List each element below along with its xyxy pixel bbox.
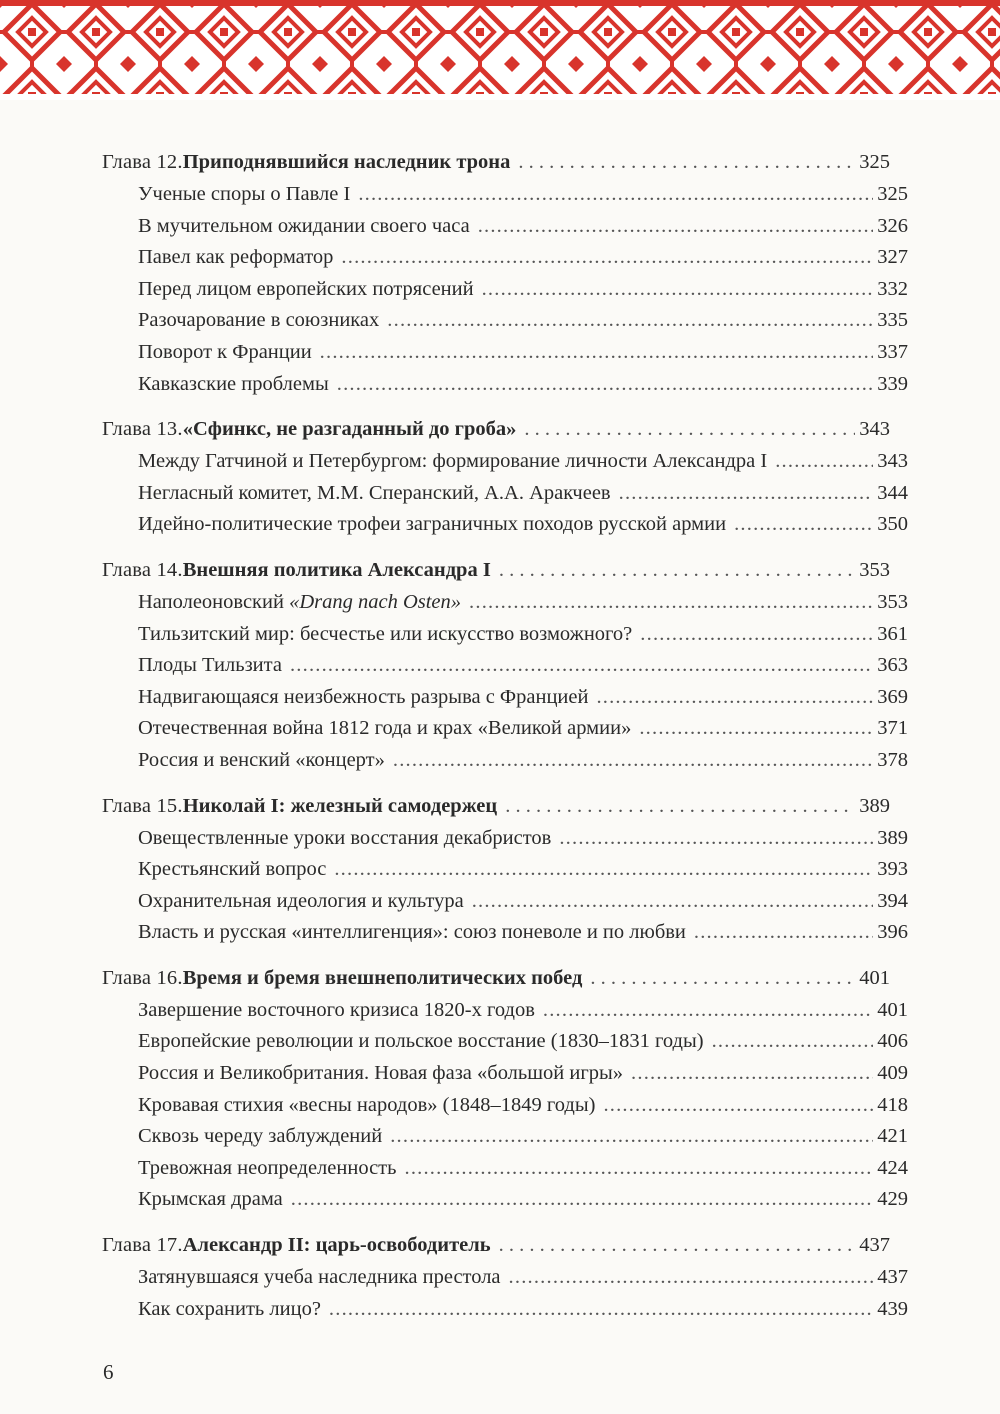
toc-section-row[interactable] xyxy=(0,369,1000,401)
dot-leader xyxy=(472,886,874,918)
section-page: 439 xyxy=(877,1297,908,1320)
section-title: Поворот к Франции xyxy=(138,340,312,363)
dot-leader xyxy=(524,412,855,446)
dot-leader xyxy=(334,854,873,886)
toc-section-row[interactable] xyxy=(0,509,1000,541)
section-page: 350 xyxy=(877,513,908,536)
toc-section-row[interactable] xyxy=(0,274,1000,306)
toc-section-row[interactable] xyxy=(0,1058,1000,1090)
toc-section-row[interactable] xyxy=(0,446,1000,478)
toc-section-row[interactable] xyxy=(0,745,1000,777)
toc-section-row[interactable] xyxy=(0,242,1000,274)
dot-leader xyxy=(590,961,855,995)
section-page: 361 xyxy=(877,622,908,645)
section-title: Наполеоновский «Drang nach Osten» xyxy=(138,590,462,613)
section-page: 389 xyxy=(877,826,908,849)
section-title: Крымская драма xyxy=(138,1188,283,1211)
section-page: 339 xyxy=(877,372,908,395)
toc-section-row[interactable] xyxy=(0,587,1000,619)
section-title: Кавказские проблемы xyxy=(138,372,329,395)
dot-leader xyxy=(291,1184,873,1216)
dot-leader xyxy=(478,211,874,243)
section-page: 409 xyxy=(877,1062,908,1085)
section-page: 327 xyxy=(877,246,908,269)
section-page: 363 xyxy=(877,654,908,677)
section-page: 396 xyxy=(877,921,908,944)
section-page: 344 xyxy=(877,481,908,504)
chapter-page: 389 xyxy=(859,794,890,817)
section-title: Отечественная война 1812 года и крах «Великой армии» xyxy=(138,717,632,740)
section-page: 401 xyxy=(877,998,908,1021)
section-page: 437 xyxy=(877,1266,908,1289)
section-page: 335 xyxy=(877,309,908,332)
dot-leader xyxy=(405,1153,874,1185)
section-page: 394 xyxy=(877,889,908,912)
section-title: Кровавая стихия «весны народов» (1848–1849 годы) xyxy=(138,1093,596,1116)
chapter-label: Глава 16. xyxy=(102,966,183,989)
chapter-label: Глава 14. xyxy=(102,558,183,581)
section-page: 406 xyxy=(877,1030,908,1053)
toc-chapter-row[interactable] xyxy=(0,553,1000,587)
toc-section-row[interactable] xyxy=(0,179,1000,211)
dot-leader xyxy=(640,619,873,651)
dot-leader xyxy=(499,1228,856,1262)
toc-section-row[interactable] xyxy=(0,305,1000,337)
section-page: 371 xyxy=(877,717,908,740)
section-page: 369 xyxy=(877,685,908,708)
toc-section-row[interactable] xyxy=(0,917,1000,949)
page-number: 6 xyxy=(103,1360,114,1384)
section-page: 378 xyxy=(877,748,908,771)
dot-leader xyxy=(341,242,873,274)
dot-leader xyxy=(596,682,873,714)
chapter-title: Александр II: царь-освободитель xyxy=(182,1234,491,1257)
dot-leader xyxy=(499,553,855,587)
section-title: Негласный комитет, М.М. Сперанский, А.А. Аракчеев xyxy=(138,481,611,504)
toc-chapter-row[interactable] xyxy=(0,789,1000,823)
section-title: Тильзитский мир: бесчестье или искусство возможного? xyxy=(138,622,633,645)
dot-leader xyxy=(290,650,873,682)
section-title: Затянувшаяся учеба наследника престола xyxy=(138,1266,501,1289)
dot-leader xyxy=(482,274,874,306)
chapter-page: 437 xyxy=(859,1234,890,1257)
dot-leader xyxy=(712,1026,874,1058)
chapter-label: Глава 12. xyxy=(102,151,183,173)
dot-leader xyxy=(694,917,873,949)
dot-leader xyxy=(387,305,873,337)
dot-leader xyxy=(329,1294,873,1326)
section-title: Идейно-политические трофеи заграничных походов русской армии xyxy=(138,513,727,536)
toc-section-row[interactable] xyxy=(0,1262,1000,1294)
chapter-title: «Сфинкс, не разгаданный до гроба» xyxy=(182,418,517,441)
section-title: Ученые споры о Павле I xyxy=(138,183,351,205)
section-title: Разочарование в союзниках xyxy=(138,309,380,332)
section-title: Власть и русская «интеллигенция»: союз поневоле и по любви xyxy=(138,921,686,944)
section-page: 337 xyxy=(877,340,908,363)
dot-leader xyxy=(543,995,873,1027)
section-title: Россия и венский «концерт» xyxy=(138,748,385,771)
section-title: Охранительная идеология и культура xyxy=(138,889,464,912)
dot-leader xyxy=(559,823,873,855)
chapter-label: Глава 17. xyxy=(102,1234,183,1257)
toc-section-row[interactable] xyxy=(0,1090,1000,1122)
section-page: 393 xyxy=(877,858,908,881)
section-title: В мучительном ожидании своего часа xyxy=(138,214,470,237)
dot-leader xyxy=(518,145,855,179)
toc-section-row[interactable] xyxy=(0,650,1000,682)
dot-leader xyxy=(320,337,874,369)
toc-section-row[interactable] xyxy=(0,1294,1000,1326)
dot-leader xyxy=(603,1090,873,1122)
toc-chapter-row[interactable] xyxy=(0,145,1000,179)
dot-leader xyxy=(775,446,873,478)
chapter-page: 353 xyxy=(859,558,890,581)
section-title: Россия и Великобритания. Новая фаза «большой игры» xyxy=(138,1062,624,1085)
toc-section-row[interactable] xyxy=(0,886,1000,918)
toc-chapter-row[interactable] xyxy=(0,1228,1000,1262)
section-title: Между Гатчиной и Петербургом: формирование личности Александра I xyxy=(138,450,768,473)
toc-chapter-row[interactable] xyxy=(0,961,1000,995)
section-title: Тревожная неопределенность xyxy=(138,1156,397,1179)
section-title: Как сохранить лицо? xyxy=(138,1297,321,1320)
chapter-page: 401 xyxy=(859,966,890,989)
section-title: Плоды Тильзита xyxy=(138,654,282,677)
dot-leader xyxy=(469,587,873,619)
toc-section-row[interactable] xyxy=(0,995,1000,1027)
section-page: 424 xyxy=(877,1156,908,1179)
section-title: Европейские революции и польское восстание (1830–1831 годы) xyxy=(138,1030,704,1053)
section-title: Павел как реформатор xyxy=(138,246,334,269)
chapter-title: Время и бремя внешнеполитических побед xyxy=(182,966,583,989)
chapter-title: Николай I: железный самодержец xyxy=(182,794,498,817)
dot-leader xyxy=(639,713,873,745)
chapter-page: 343 xyxy=(859,418,890,441)
section-page: 326 xyxy=(877,214,908,237)
section-page: 343 xyxy=(877,450,908,473)
dot-leader xyxy=(631,1058,873,1090)
section-title: Перед лицом европейских потрясений xyxy=(138,277,474,300)
dot-leader xyxy=(619,478,874,510)
section-title: Сквозь череду заблуждений xyxy=(138,1125,383,1148)
toc-section-row[interactable] xyxy=(0,682,1000,714)
dot-leader xyxy=(393,745,873,777)
red-folk-ornament xyxy=(0,0,1000,100)
section-page: 429 xyxy=(877,1188,908,1211)
toc-section-row[interactable] xyxy=(0,823,1000,855)
toc-section-row[interactable] xyxy=(0,211,1000,243)
toc-section-row[interactable] xyxy=(0,619,1000,651)
dot-leader xyxy=(505,789,855,823)
chapter-title: Приподнявшийся наследник трона xyxy=(182,151,511,173)
section-page: 421 xyxy=(877,1125,908,1148)
chapter-page: 325 xyxy=(859,151,890,173)
section-page: 325 xyxy=(877,183,908,205)
chapter-label: Глава 15. xyxy=(102,794,183,817)
dot-leader xyxy=(734,509,873,541)
toc-section-row[interactable] xyxy=(0,1184,1000,1216)
toc-section-row[interactable] xyxy=(0,1153,1000,1185)
chapter-title: Внешняя политика Александра I xyxy=(182,558,491,581)
section-title: Овеществленные уроки восстания декабристов xyxy=(138,826,552,849)
table-of-contents xyxy=(0,145,1000,1325)
toc-section-row[interactable] xyxy=(0,713,1000,745)
dot-leader xyxy=(337,369,874,401)
section-page: 418 xyxy=(877,1093,908,1116)
section-title: Надвигающаяся неизбежность разрыва с Францией xyxy=(138,685,589,708)
toc-section-row[interactable] xyxy=(0,337,1000,369)
toc-section-row[interactable] xyxy=(0,1121,1000,1153)
toc-section-row[interactable] xyxy=(0,478,1000,510)
dot-leader xyxy=(390,1121,873,1153)
chapter-label: Глава 13. xyxy=(102,418,183,441)
section-title: Завершение восточного кризиса 1820-х годов xyxy=(138,998,535,1021)
section-page: 332 xyxy=(877,277,908,300)
dot-leader xyxy=(509,1262,874,1294)
toc-chapter-row[interactable] xyxy=(0,412,1000,446)
dot-leader xyxy=(358,179,873,211)
section-page: 353 xyxy=(877,590,908,613)
section-title: Крестьянский вопрос xyxy=(138,858,327,881)
toc-section-row[interactable] xyxy=(0,854,1000,886)
toc-section-row[interactable] xyxy=(0,1026,1000,1058)
